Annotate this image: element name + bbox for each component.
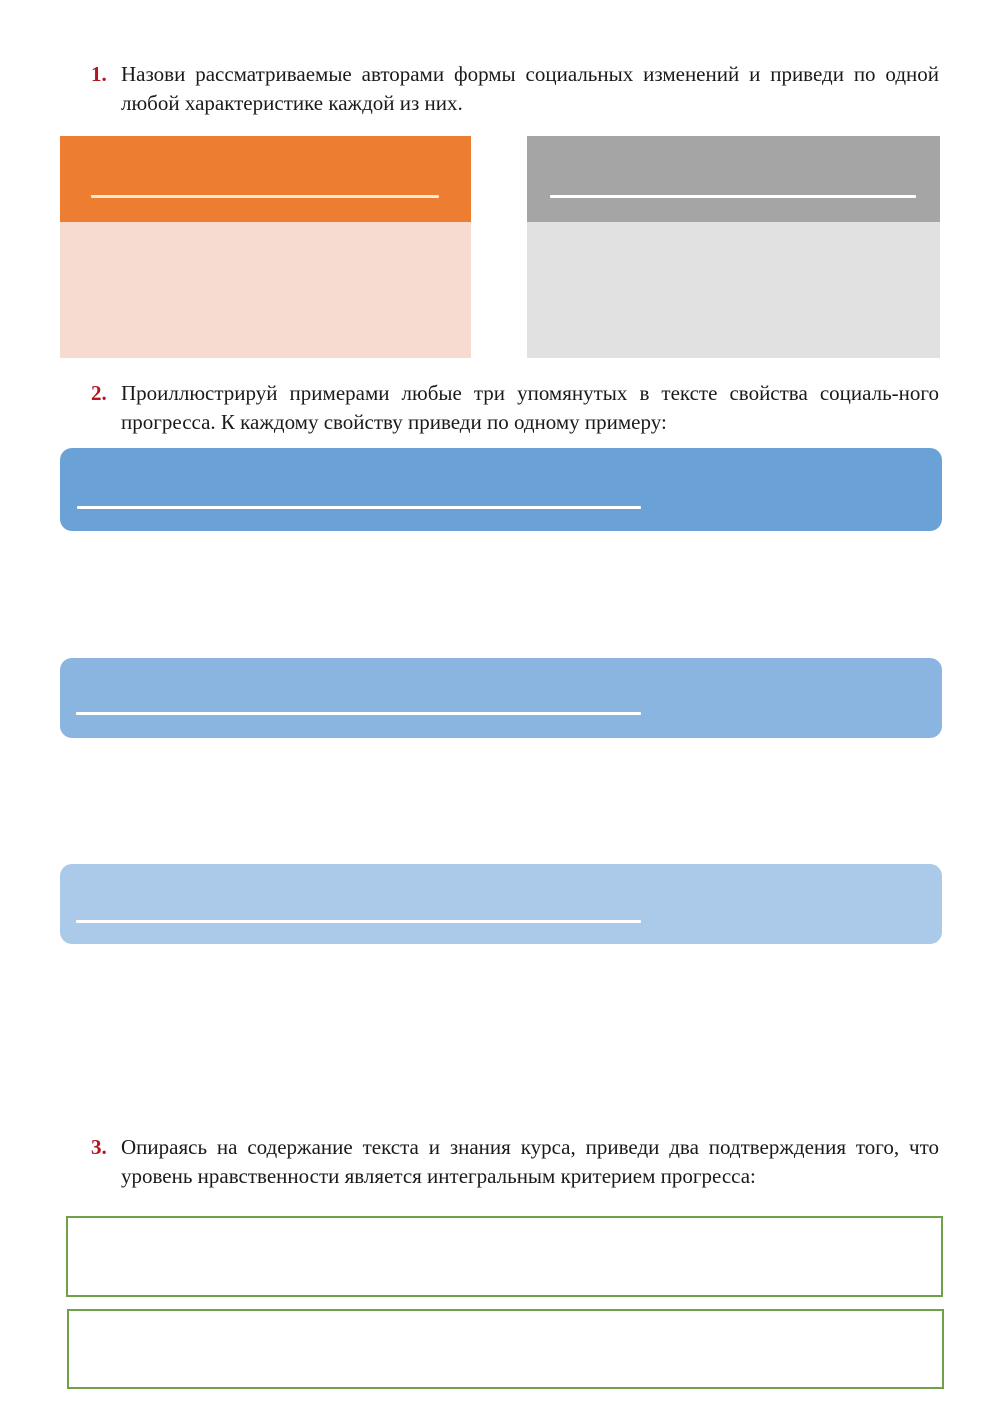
form-title-header — [60, 136, 471, 222]
question-1 — [91, 60, 939, 118]
property-example-area-3[interactable] — [60, 944, 942, 1124]
question-2 — [91, 379, 939, 437]
form-characteristic-area[interactable] — [527, 222, 940, 358]
property-input-line[interactable] — [76, 712, 641, 715]
answer-box-1[interactable] — [66, 1216, 943, 1297]
question-text: Опираясь на содержание текста и знания курса, приведи два подтверждения того, что уровень нравственности является интегральным критерием прогресса: — [121, 1135, 939, 1188]
form-characteristic-area[interactable] — [60, 222, 471, 358]
question-3 — [91, 1133, 939, 1191]
form-title-input-line[interactable] — [550, 195, 916, 198]
property-input-line[interactable] — [76, 920, 641, 923]
form-title-input-line[interactable] — [91, 195, 439, 198]
social-change-form-card-1 — [60, 136, 471, 358]
answer-box-2[interactable] — [67, 1309, 944, 1389]
progress-property-banner-1 — [60, 448, 942, 531]
question-number: 2. — [91, 381, 107, 405]
property-example-area-1[interactable] — [60, 531, 942, 656]
progress-property-banner-2 — [60, 658, 942, 738]
form-title-header — [527, 136, 940, 222]
question-text: Проиллюстрируй примерами любые три упомянутых в тексте свойства социаль-ного прогресса. К каждому свойству приведи по одному примеру: — [121, 381, 939, 434]
question-number: 1. — [91, 62, 107, 86]
question-text: Назови рассматриваемые авторами формы социальных изменений и приведи по одной любой характеристике каждой из них. — [121, 62, 939, 115]
property-example-area-2[interactable] — [60, 738, 942, 862]
social-change-form-card-2 — [527, 136, 940, 358]
property-input-line[interactable] — [77, 506, 641, 509]
progress-property-banner-3 — [60, 864, 942, 944]
question-number: 3. — [91, 1135, 107, 1159]
